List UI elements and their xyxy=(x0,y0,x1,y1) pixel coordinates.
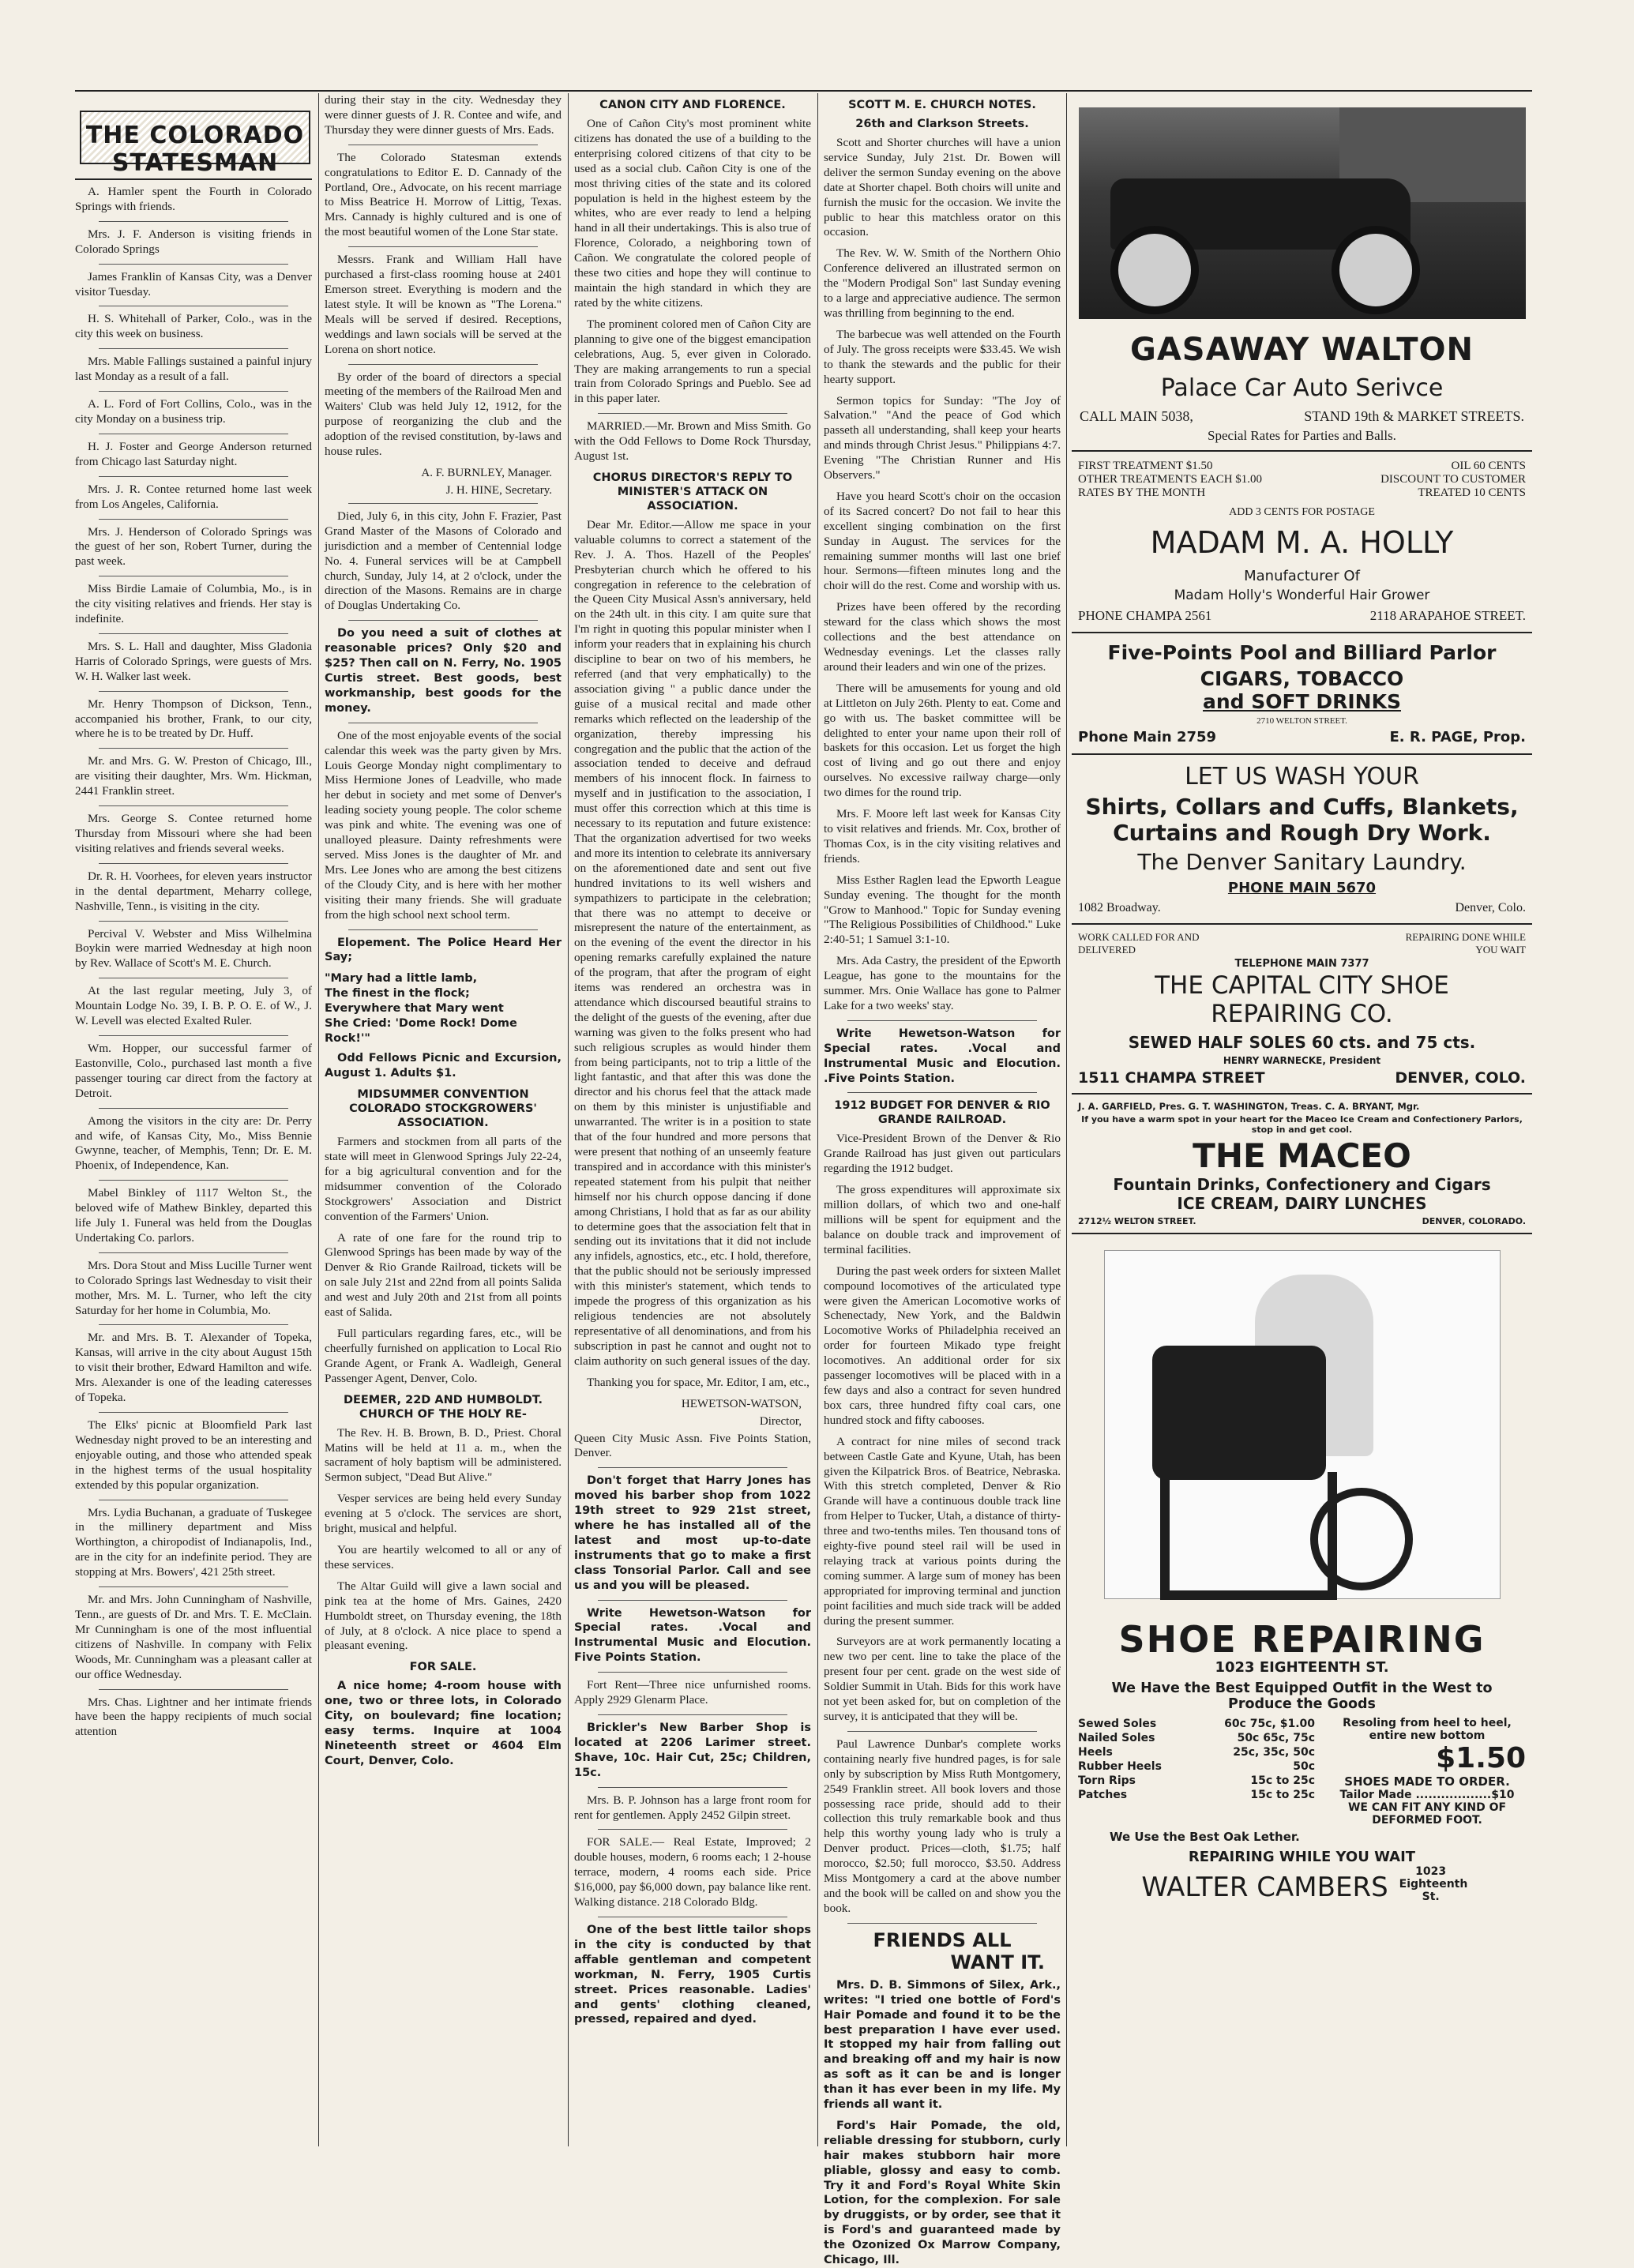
article-text: Queen City Music Assn. Five Points Station, Denver. xyxy=(574,1431,811,1460)
ad-subtitle: Fountain Drinks, Confectionery and Cigars xyxy=(1113,1175,1491,1194)
ad-phone: PHONE CHAMPA 2561 xyxy=(1078,608,1212,623)
price-row xyxy=(1078,1774,1315,1788)
article-text: During the past week orders for sixteen Mallet compound locomotives of the articulated type were given the American Locomotive works of Schenectady, New York, and the Baldwin Locomotive Works of Philadelphia received an order for fourteen Mikado type freight locomotives. An additional order for six passenger locomotives will be placed with in a few days and also a contract for seven hundred box cars, three hundred fifty coal cars, one hundred stock and fifty cabooses. xyxy=(824,1264,1061,1427)
ad-price: $1.50 xyxy=(1436,1742,1526,1774)
ad-price-row xyxy=(1078,460,1526,473)
ad-contact-row xyxy=(1078,1069,1526,1087)
news-item: Miss Birdie Lamaie of Columbia, Mo., is in the city visiting relatives and friends. Her stay is indefinite. xyxy=(75,582,312,626)
article-heading: 1912 BUDGET FOR DENVER & RIO GRANDE RAILROAD. xyxy=(834,1099,1050,1127)
article-text: Prizes have been offered by the recording steward for the class which shows the most collections and the best attendance on Wednesday evenings. Let the classes rally around their leaders and win one of the prizes. xyxy=(824,600,1061,674)
ad-subtitle: Manufacturer Of xyxy=(1244,568,1360,584)
ad-subtitle: Madam Holly's Wonderful Hair Grower xyxy=(1174,588,1430,603)
divider xyxy=(99,863,288,864)
signature: J. H. HINE, Secretary. xyxy=(445,483,552,497)
signature: Director, xyxy=(759,1414,802,1428)
ad-note: WORK CALLED FOR AND xyxy=(1078,931,1200,943)
ad-five-points-pool xyxy=(1072,633,1532,755)
notice-text: Brickler's New Barber Shop is located at 2206 Larimer street. Shave, 10c. Hair Cut, 25c; Children, 15c. xyxy=(574,1722,811,1779)
ad-note: REPAIRING DONE WHILE xyxy=(1405,931,1526,943)
divider xyxy=(348,620,538,621)
article-text: A contract for nine miles of second track between Castle Gate and Kyune, Utah, has been given the Kilpatrick Bros. of Beatrice, Nebraska. With this stretch completed, Denver & Rio Grande will have a continuous double track line from Helper to Tucker, Utah, a distance of thirty-three and two-tenths miles. Ten thousand tons of eighty-five pound steel rail will be used in relaying track at various points during the coming summer. A large sum of money has been appropriated for improving terminal and junction point facilities and much side track will be added during the present summer. xyxy=(824,1434,1061,1628)
news-item: Mrs. J. F. Anderson is visiting friends in Colorado Springs xyxy=(75,227,312,256)
ad-gasaway-walton xyxy=(1072,93,1532,452)
ad-subtitle: We Have the Best Equipped Outfit in the West to Produce the Goods xyxy=(1111,1680,1493,1712)
ad-title: LET US WASH YOUR xyxy=(1185,763,1419,790)
article-text: Thanking you for space, Mr. Editor, I am, etc., xyxy=(587,1375,809,1389)
divider xyxy=(99,1586,288,1587)
poem xyxy=(325,971,562,1046)
advertisement-column xyxy=(1072,93,1532,2146)
ad-subtitle: The Denver Sanitary Laundry. xyxy=(1137,849,1467,875)
divider xyxy=(99,221,288,222)
ad-title: REPAIRING CO. xyxy=(1211,1000,1393,1028)
ad-city: DENVER, COLORADO. xyxy=(1422,1216,1526,1226)
ad-price-block xyxy=(1078,1717,1526,1827)
price-row xyxy=(1078,1745,1315,1759)
article-text: The Rev. W. W. Smith of the Northern Ohio Conference delivered an illustrated sermon on the "Modern Prodigal Son" last Sunday evening to a large and appreciative audience. The sermon was thrilling from beginning to the end. xyxy=(824,246,1061,320)
news-item: Mrs. Mable Fallings sustained a painful injury last Monday as a result of a fall. xyxy=(75,355,312,384)
article-text: Died, July 6, in this city, John F. Frazier, Past Grand Master of the Masons of Colorado and jurisdiction and a member of Centennial lodge No. 4. Funeral services will be at Campbell church, Sunday, July 14, at 2 o'clock, under the direction of the Masons. Remains are in charge of Douglas Undertaking Co. xyxy=(325,509,562,613)
price-value: 15c to 25c xyxy=(1250,1774,1315,1787)
ad-note: Special Rates for Parties and Balls. xyxy=(1208,428,1396,443)
news-item: Mrs. George S. Contee returned home Thursday from Missouri where she had been visiting relatives and friends several weeks. xyxy=(75,812,312,855)
article-heading: CHORUS DIRECTOR'S REPLY TO MINISTER'S ATTACK ON ASSOCIATION. xyxy=(592,471,793,513)
column-rule xyxy=(1066,93,1067,2146)
ad-subtitle: ICE CREAM, DAIRY LUNCHES xyxy=(1177,1194,1427,1213)
article-text: Mrs. B. P. Johnson has a large front room for rent for gentlemen. Apply 2452 Gilpin street. xyxy=(574,1793,811,1822)
article-text: Full particulars regarding fares, etc., will be cheerfully furnished on application to Local Rio Grande Agent, or Frank A. Wadleigh, General Passenger Agent, Denver, Colo. xyxy=(325,1327,562,1385)
ad-address: 1082 Broadway. xyxy=(1078,901,1161,914)
notice-text: Write Hewetson-Watson for Special rates. .Vocal and Instrumental Music and Elocution. Five Points Station. xyxy=(574,1606,811,1665)
article-text: Scott and Shorter churches will have a union service Sunday, July 21st. Dr. Bowen will deliver the sermon Sunday evening on the above date at Shorter chapel. Both choirs will unite and furnish the music for the occasion. We invite the public to hear this matchless orator on this occasion. xyxy=(824,136,1061,239)
news-item: Mr. and Mrs. John Cunningham of Nashville, Tenn., are guests of Dr. and Mrs. T. E. McClain. Mr Cunningham is one of the most influential citizens of Nashville. In company with Felix Woods, Mr. Cunningham was a pleasant caller at our office Wednesday. xyxy=(75,1593,312,1681)
divider xyxy=(598,1829,787,1830)
article-text: Messrs. Frank and William Hall have purchased a first-class rooming house at 2401 Emerson street. Everything is modern and the latest style. It will be known as "The Lorena." Meals will be served if desired. Receptions, weddings and lawn socials will be served at the Lorena on short notice. xyxy=(325,253,562,356)
ad-denver-sanitary-laundry xyxy=(1072,755,1532,925)
column-rule xyxy=(568,93,569,2146)
ad-address: 2710 WELTON STREET. xyxy=(1256,716,1347,726)
divider xyxy=(598,1467,787,1468)
ad-contact-row xyxy=(1078,608,1526,624)
divider xyxy=(99,391,288,392)
ad-price-list xyxy=(1078,1717,1315,1827)
column-4 xyxy=(824,93,1061,2267)
divider xyxy=(847,1020,1037,1021)
article-heading: MIDSUMMER CONVENTION COLORADO STOCKGROWERS' ASSOCIATION. xyxy=(349,1088,537,1130)
divider xyxy=(598,1600,787,1601)
price-row xyxy=(1078,1717,1315,1731)
news-item: At the last regular meeting, July 3, of Mountain Lodge No. 39, I. B. P. O. E. of W., J. W. Levell was elected Exalted Ruler. xyxy=(75,984,312,1028)
article-heading: CANON CITY AND FLORENCE. xyxy=(599,99,786,111)
divider xyxy=(99,921,288,922)
notice-text: Write Hewetson-Watson for Special rates. .Vocal and Instrumental Music and Elocution. .Five Points Station. xyxy=(824,1027,1061,1085)
price-value: 15c to 25c xyxy=(1250,1789,1315,1801)
article-text: Vesper services are being held every Sunday evening at 5 o'clock. The services are short, bright, musical and helpful. xyxy=(325,1492,562,1536)
newspaper-page xyxy=(75,93,1532,2267)
notice-text: Do you need a suit of clothes at reasonable prices? Only $20 and $25? Then call on N. Ferry, No. 1905 Curtis street. Best goods, best workmanship, best goods for the money. xyxy=(325,627,562,715)
divider xyxy=(847,1923,1037,1924)
divider xyxy=(99,633,288,634)
ad-address: 1023 Eighteenth St. xyxy=(1399,1865,1468,1903)
article-text: The Colorado Statesman extends congratulations to Editor E. D. Cannady of the Portland, Ore., Advocate, on his recent marriage to Miss Beatrice H. Morrow of Littig, Texas. Mrs. Cannady is highly cultured and is one of the most beautiful women of the Lone Star state. xyxy=(325,150,562,239)
ad-phone: CALL MAIN 5038, xyxy=(1080,408,1193,424)
article-text: Farmers and stockmen from all parts of the state will meet in Glenwood Springs July 22-24, for a big agricultural convention and for the midsummer convention of the Colorado Stockgrowers' Association and District convention of the Farmers' Union. xyxy=(325,1135,562,1223)
ad-title: GASAWAY WALTON xyxy=(1129,332,1474,368)
news-item: Mrs. Lydia Buchanan, a graduate of Tuskegee in the millinery department and Miss Worthington, a chiropodist of Indianapolis, Ind., are in the city for an indefinite period. They are stopping at Mrs. Bowers', 421 25th street. xyxy=(75,1505,312,1579)
machine-shape xyxy=(1152,1346,1326,1480)
news-item: Mrs. S. L. Hall and daughter, Miss Gladonia Harris of Colorado Springs, were guests of Mrs. W. H. Walker last week. xyxy=(75,639,312,683)
ad-address: 2712½ WELTON STREET. xyxy=(1078,1216,1196,1226)
price-item: Sewed Soles xyxy=(1078,1718,1157,1730)
news-item: Mr. and Mrs. B. T. Alexander of Topeka, Kansas, will arrive in the city about August 15th to visit their brother, Edward Hamilton and wife. Mrs. Alexander is one of the leading cateresses of Topeka. xyxy=(75,1331,312,1405)
divider xyxy=(598,1787,787,1788)
ad-phone: Phone Main 2759 xyxy=(1078,729,1217,745)
automobile-photo xyxy=(1079,107,1526,319)
price-row xyxy=(1078,1788,1315,1802)
article-text: Fort Rent—Three nice unfurnished rooms. Apply 2929 Glenarm Place. xyxy=(574,1678,811,1707)
price-value: 60c 75c, $1.00 xyxy=(1224,1718,1315,1730)
local-news-list xyxy=(75,185,312,1740)
news-item: Mabel Binkley of 1117 Welton St., the beloved wife of Mathew Binkley, departed this life July 1. Funeral was held from the Douglas Undertaking Co. parlors. xyxy=(75,1186,312,1245)
divider xyxy=(99,519,288,520)
masthead xyxy=(75,93,312,180)
ad-subtitle: and SOFT DRINKS xyxy=(1203,690,1401,713)
ad-note: If you have a warm spot in your heart for the Maceo Ice Cream and Confectionery Parlors, stop in and get cool. xyxy=(1081,1114,1523,1135)
divider xyxy=(99,691,288,692)
divider xyxy=(847,1731,1037,1732)
poem-line: The finest in the flock; xyxy=(325,987,470,1001)
ad-heading: FRIENDS ALL xyxy=(873,1928,1012,1951)
ad-phone: TELEPHONE MAIN 7377 xyxy=(1234,958,1369,970)
ad-shoe-repairing xyxy=(1072,1234,1532,1903)
notice-text: Don't forget that Harry Jones has moved his barber shop from 1022 19th street to 929 21st street, where he has installed all of the latest and most up-to-date instruments that go to make a first class Tonsorial Parlor. Call and see us and you will be pleased. xyxy=(574,1474,811,1592)
ad-address: 1511 CHAMPA STREET xyxy=(1078,1069,1265,1087)
masthead-title: THE COLORADO STATESMAN xyxy=(85,122,305,177)
ad-note: Resoling from heel to heel, entire new bottom xyxy=(1343,1717,1512,1742)
ad-note-row xyxy=(1078,944,1526,956)
ad-owner: WALTER CAMBERS xyxy=(1141,1872,1388,1903)
wheel-shape xyxy=(1110,226,1199,314)
divider xyxy=(99,1412,288,1413)
news-item: Mrs. J. Henderson of Colorado Springs was the guest of her son, Robert Turner, during the past week. xyxy=(75,524,312,569)
article-text: Mrs. Ada Castry, the president of the Epworth League, has gone to the mountains for the summer. Mrs. Onie Wallace has gone to Palmer Lake for a two weeks' stay. xyxy=(824,954,1061,1012)
ad-subtitle: CIGARS, TOBACCO xyxy=(1200,667,1404,690)
article-text: Miss Esther Raglen lead the Epworth League Sunday evening. The thought for the month "Grow to Manhood." Topic for Sunday evening "The Religious Possibilities of Childhood." Luke 2:40-51; 1 Samuel 3:1-10. xyxy=(824,873,1061,947)
ad-note: ADD 3 CENTS FOR POSTAGE xyxy=(1229,506,1375,518)
signature: A. F. BURNLEY, Manager. xyxy=(421,466,552,479)
ad-price: Tailor Made ..................$10 xyxy=(1339,1789,1515,1801)
divider xyxy=(348,246,538,247)
article-text: Paul Lawrence Dunbar's complete works containing nearly five hundred pages, is for sale only by subscription by Miss Ruth Montgomery, 2549 Franklin street. All book lovers and those possessing race pride, should add to their collection this truly remarkable book and thus help this worthy young lady who is truly a Denver product. Prices—cloth, $1.75; half morocco, $2.50; full morocco, $3.50. Address Miss Montgomery a card at the above number and the book will be called on and show you the book. xyxy=(824,1737,1061,1915)
signature: HEWETSON-WATSON, xyxy=(681,1397,802,1410)
divider xyxy=(99,1108,288,1109)
divider xyxy=(598,1714,787,1715)
ad-contact-row xyxy=(1078,1216,1526,1226)
ad-price-row xyxy=(1078,486,1526,500)
article-heading: FOR SALE. xyxy=(409,1661,477,1674)
ad-price-side xyxy=(1328,1717,1526,1827)
ad-address: 1023 EIGHTEENTH ST. xyxy=(1215,1659,1389,1676)
divider xyxy=(99,1035,288,1036)
notice-text: One of the best little tailor shops in the city is conducted by that affable gentleman and competent workman, N. Ferry, 1905 Curtis street. Prices reasonable. Ladies' and gents' clothing cleaned, pressed, repaired and dyed. xyxy=(574,1923,811,2026)
column-rule xyxy=(817,93,818,2146)
shoe-machine-photo xyxy=(1104,1250,1501,1599)
divider xyxy=(99,1180,288,1181)
article-text: Sermon topics for Sunday: "The Joy of Salvation." "And the peace of God which passeth all understanding, shall keep your hearts and minds through Christ Jesus." Philippians 4:7. Evening "The Christian Runner and His Observers." xyxy=(824,393,1061,483)
news-item: Percival V. Webster and Miss Wilhelmina Boykin were married Wednesday at high noon by Rev. Wallace of Scott's M. E. Church. xyxy=(75,926,312,971)
wheel-shape xyxy=(1332,226,1420,314)
ad-text: Mrs. D. B. Simmons of Silex, Ark., writes: "I tried one bottle of Ford's Hair Pomade and found it to be the best preparation I have ever used. It stopped my hair from falling out and breaking off and my hair is now as soft as it can be and is longer than it has ever been in my life. My friends all want it. xyxy=(824,1978,1061,2112)
news-item: Wm. Hopper, our successful farmer of Eastonville, Colo., purchased last month a five passenger touring car direct from the factory at Detroit. xyxy=(75,1041,312,1100)
divider xyxy=(99,1252,288,1253)
news-item: H. S. Whitehall of Parker, Colo., was in the city this week on business. xyxy=(75,312,312,341)
article-text: The prominent colored men of Cañon City are planning to give one of the biggest emancipation celebrations, Aug. 5, ever given in Colorado. They are making arrangements to run a special train from Colorado Springs and Pueblo. See ad in this paper later. xyxy=(574,317,811,406)
divider xyxy=(348,929,538,930)
masthead-logo xyxy=(80,111,310,177)
ad-owner: HENRY WARNECKE, President xyxy=(1223,1055,1381,1066)
ad-owner: E. R. PAGE, Prop. xyxy=(1389,729,1526,745)
ad-city: DENVER, COLO. xyxy=(1395,1069,1526,1087)
ad-note: WE CAN FIT ANY KIND OF DEFORMED FOOT. xyxy=(1347,1801,1507,1827)
article-text: Mrs. F. Moore left last week for Kansas City to visit relatives and friends. Mr. Cox, brother of Thomas Cox, is in the city visiting relatives and friends. xyxy=(824,807,1061,866)
ad-contact-row xyxy=(1078,901,1526,915)
ad-price: TREATED 10 CENTS xyxy=(1418,486,1526,499)
ad-address: STAND 19th & MARKET STREETS. xyxy=(1304,408,1524,424)
price-item: Patches xyxy=(1078,1789,1128,1801)
article-text: MARRIED.—Mr. Brown and Miss Smith. Go with the Odd Fellows to Dome Rock Thursday, August 1st. xyxy=(574,419,811,464)
ad-title: SHOE REPAIRING xyxy=(1118,1618,1486,1661)
ad-owner-row xyxy=(1078,1865,1526,1903)
notice-heading: Elopement. The Police Heard Her Say; xyxy=(325,936,562,964)
news-item: Mrs. Dora Stout and Miss Lucille Turner went to Colorado Springs last Wednesday to visit their mother, Mrs. M. L. Turner, who left the city Saturday for her home in Columbia, Mo. xyxy=(75,1258,312,1317)
divider xyxy=(99,476,288,477)
ad-price: OIL 60 CENTS xyxy=(1451,460,1526,472)
ad-officers: J. A. GARFIELD, Pres. G. T. WASHINGTON, Treas. C. A. BRYANT, Mgr. xyxy=(1078,1101,1420,1112)
poem-line: "Mary had a little lamb, xyxy=(325,972,478,986)
article-text: There will be amusements for young and old at Littleton on July 26th. Plenty to eat. Come and go with us. The basket committee will be delighted to enter your name upon their roll of baskets for this occasion. Let us forget the high cost of living and go out there and enjoy ourselves. No excessive railway charge—only two dimes for the round trip. xyxy=(824,681,1061,800)
news-item: Mr. Henry Thompson of Dickson, Tenn., accompanied his brother, Frank, to our city, where he is to be treated by Dr. Huff. xyxy=(75,697,312,741)
divider xyxy=(598,1672,787,1673)
ad-note: REPAIRING WHILE YOU WAIT xyxy=(1188,1849,1416,1865)
news-item: A. Hamler spent the Fourth in Colorado Springs with friends. xyxy=(75,185,312,213)
ad-title: THE CAPITAL CITY SHOE xyxy=(1155,971,1449,1000)
news-item: H. J. Foster and George Anderson returned from Chicago last Saturday night. xyxy=(75,439,312,468)
ad-city: Denver, Colo. xyxy=(1455,901,1526,914)
price-item: Nailed Soles xyxy=(1078,1732,1155,1744)
news-item: Mrs. J. R. Contee returned home last week from Los Angeles, California. xyxy=(75,482,312,511)
ad-text: Ford's Hair Pomade, the old, reliable dressing for stubborn, curly hair makes stubborn hair more pliable, glossy and easy to comb. Try it and Ford's Royal White Skin Lotion, for the complexion. For sale by druggists, or by order, see that it is Ford's and guaranteed made by the Ozonized Ox Marrow Company, Chicago, Ill. xyxy=(824,2119,1061,2267)
ad-price: SEWED HALF SOLES 60 cts. and 75 cts. xyxy=(1128,1033,1476,1052)
poem-line: Rock!'" xyxy=(325,1032,370,1046)
divider xyxy=(847,1092,1037,1093)
top-rule xyxy=(75,90,1532,92)
divider xyxy=(348,503,538,504)
price-value: 50c 65c, 75c xyxy=(1237,1732,1315,1744)
news-item: Dr. R. H. Voorhees, for eleven years instructor in the dental department, Meharry college, Nashville, Tenn., is visiting in the city. xyxy=(75,869,312,913)
price-row xyxy=(1078,1731,1315,1745)
divider xyxy=(99,1324,288,1325)
article-heading: DEEMER, 22D AND HUMBOLDT. CHURCH OF THE HOLY RE- xyxy=(343,1393,543,1421)
article-text: One of Cañon City's most prominent white citizens has donated the use of a building to the enterprising colored citizens of that city to be used as a social club. Cañon City is one of the most thriving cities of the state and its colored population is held in the highest esteem by the whites, who are ever ready to lend a helping hand in all their undertakings. This is also true of Florence, Colorado, a neighboring town of Cañon. We congratulate the colored people of these two cities and hope they will continue to maintain the high standard in which they are rated by the white citizens. xyxy=(574,117,811,310)
ad-note: We Use the Best Oak Lether. xyxy=(1110,1830,1300,1844)
ad-address: 2118 ARAPAHOE STREET. xyxy=(1369,608,1526,623)
article-text: One of the most enjoyable events of the social calendar this week was the party given by Mrs. Louis George Monday night complimentary to Miss Hermione Jones of Leadville, who made her debut in society and met some of Denver's leading society young people. The color scheme was pink and white. The evening was one of unalloyed pleasure. Dainty refreshments were served. Miss Jones is the daughter of Mr. and Mrs. Lee Jones who are among the best citizens of the Cloudy City, and is here with her mother visiting their many friends. She will graduate from the high school next school term. xyxy=(325,728,562,922)
ad-the-maceo xyxy=(1072,1095,1532,1234)
article-text: The Altar Guild will give a lawn social and pink tea at the home of Mrs. Gaines, 2420 Humboldt street, on Thursday evening, the 18th of July, at 8 o'clock. A nice place to spend a pleasant evening. xyxy=(325,1579,562,1653)
article-subheading: 26th and Clarkson Streets. xyxy=(855,118,1029,130)
ad-capital-city-shoe xyxy=(1072,925,1532,1095)
price-item: Rubber Heels xyxy=(1078,1760,1162,1773)
divider xyxy=(598,413,787,414)
divider xyxy=(99,348,288,349)
news-item: The Elks' picnic at Bloomfield Park last Wednesday night proved to be an interesting and enjoyable outing, and those who attended speak in the highest terms of the usual hospitality extended by this popular organization. xyxy=(75,1418,312,1492)
article-text: A rate of one fare for the round trip to Glenwood Springs has been made by way of the Denver & Rio Grande Railroad, tickets will be on sale July 21st and 22nd from all points Salida and west and July 20th and 21st from all points east of Salida. xyxy=(325,1230,562,1320)
column-3 xyxy=(574,93,811,2146)
price-value: 50c xyxy=(1293,1760,1315,1773)
divider xyxy=(99,264,288,265)
ad-note: DELIVERED xyxy=(1078,944,1136,956)
ad-note: YOU WAIT xyxy=(1475,944,1526,956)
ad-contact-row xyxy=(1076,408,1527,425)
article-text: during their stay in the city. Wednesday they were dinner guests of J. R. Contee and wife, and Thursday they were dinner guests of Mrs. Eads. xyxy=(325,93,562,137)
article-text: By order of the board of directors a special meeting of the members of the Railroad Men and Waiters' Club was held July 12, 1912, for the purpose of reorganizing the club and the adoption of the revised constitution, by-laws and house rules. xyxy=(325,370,562,459)
ad-phone: PHONE MAIN 5670 xyxy=(1227,880,1377,896)
price-item: Heels xyxy=(1078,1746,1113,1759)
article-text: FOR SALE.— Real Estate, Improved; 2 double houses, modern, 6 rooms each; 1 2-house terrace, modern, 4 rooms each side. Price $16,000, pay $6,000 down, pay balance like rent. Walking distance. 218 Colorado Bldg. xyxy=(574,1835,811,1909)
article-text: Vice-President Brown of the Denver & Rio Grande Railroad has just given out particulars regarding the 1912 budget. xyxy=(824,1132,1061,1176)
ad-subtitle: Shirts, Collars and Cuffs, Blankets, xyxy=(1085,794,1519,820)
divider xyxy=(348,364,538,365)
notice-text: A nice home; 4-room house with one, two or three lots, in Colorado City, on boulevard; fine location; easy terms. Inquire at 1004 Nineteenth street or 4604 Elm Court, Denver, Colo. xyxy=(325,1680,562,1767)
article-text: The gross expenditures will approximate six million dollars, of which two and one-half millions will be spent for equipment and the balance on double track and improvement of terminal facilities. xyxy=(824,1183,1061,1256)
column-2 xyxy=(325,93,562,2146)
article-text: The barbecue was well attended on the Fourth of July. The gross receipts were $33.45. We wish to thank the stewards and the public for their hearty support. xyxy=(824,327,1061,386)
article-text: The Rev. H. B. Brown, B. D., Priest. Choral Matins will be held at 11 a. m., when the sacrament of holy baptism will be administered. Sermon subject, "Dead But Alive." xyxy=(325,1425,562,1485)
ad-price: FIRST TREATMENT $1.50 xyxy=(1078,460,1213,472)
poem-line: Everywhere that Mary went xyxy=(325,1002,504,1016)
ad-title: THE MACEO xyxy=(1193,1136,1411,1175)
ad-price: RATES BY THE MONTH xyxy=(1078,486,1206,499)
ad-price: OTHER TREATMENTS EACH $1.00 xyxy=(1078,473,1263,486)
ad-heading: WANT IT. xyxy=(950,1951,1045,1973)
ad-title: Five-Points Pool and Billiard Parlor xyxy=(1107,641,1497,664)
ad-title: MADAM M. A. HOLLY xyxy=(1150,525,1454,560)
column-rule xyxy=(318,93,319,2146)
divider xyxy=(99,1689,288,1690)
price-row xyxy=(1078,1759,1315,1774)
news-item: Mrs. Chas. Lightner and her intimate friends have been the happy recipients of much social attention xyxy=(75,1695,312,1739)
ad-price: DISCOUNT TO CUSTOMER xyxy=(1380,473,1526,486)
article-text: You are heartily welcomed to all or any of these services. xyxy=(325,1542,562,1571)
ad-subtitle: Palace Car Auto Serivce xyxy=(1160,374,1444,402)
news-item: Mr. and Mrs. G. W. Preston of Chicago, Ill., are visiting their daughter, Mrs. Wm. Hickman, 2441 Franklin street. xyxy=(75,754,312,798)
ad-subtitle: Curtains and Rough Dry Work. xyxy=(1113,820,1491,846)
column-1 xyxy=(75,93,312,2146)
article-text: Surveyors are at work permanently locating a new two per cent. line to take the place of the present four per cent. grade on the west side of Soldier Summit in Utah. Bids for this work have not yet been asked for, but on completion of the survey, it is anticipated that they will be. xyxy=(824,1635,1061,1723)
ad-contact-row xyxy=(1078,729,1526,745)
price-value: 25c, 35c, 50c xyxy=(1233,1746,1315,1759)
ad-note-row xyxy=(1078,931,1526,944)
divider xyxy=(99,748,288,749)
divider xyxy=(99,805,288,806)
ad-note: SHOES MADE TO ORDER. xyxy=(1344,1774,1510,1789)
poem-line: She Cried: 'Dome Rock! Dome xyxy=(325,1017,517,1031)
notice-text: Odd Fellows Picnic and Excursion, August 1. Adults $1. xyxy=(325,1052,562,1080)
ad-price-row xyxy=(1078,473,1526,486)
news-item: A. L. Ford of Fort Collins, Colo., was in the city Monday on a business trip. xyxy=(75,397,312,426)
article-text: Have you heard Scott's choir on the occasion of its Sacred concert? Do not fail to hear this excellent singing combination on the first Sunday in August. The services for the remaining summer months will last one brief hour. Sermons—fifteen minutes long and the choir will do the rest. Come and worship with us. xyxy=(824,489,1061,593)
news-item: James Franklin of Kansas City, was a Denver visitor Tuesday. xyxy=(75,269,312,299)
article-text: Dear Mr. Editor.—Allow me space in your valuable columns to correct a statement of the Rev. J. A. Thos. Hazell of the Peoples' Presbyterian church which he offered to his congregation in reference to the celebration of the Queen City Musical Assn's anniversary, held on the 24th ult. in this city. I am quite sure that I'm right in quoting this popular minister when I inform your readers that in explaining his church discipline to bear on two of his members, he referred (and that very emphatically) to the association giving " a public dance under the guise of a musical recital and made other remarks which reflected on the leadership of the organization, thereby impressing his congregation and the public that the action of the association tended to deceive and defraud members of his innocent flock. In fairness to myself and in justification to the association, I must offer this correction which at this time is necessary to its reputation and future existence: That the organization advertised for two weeks and more its intention to celebrate its anniversary on the aforementioned date and sent out five hundred invitations to its well wishers and sympathizers to participate in the celebration; that there was no attempt to deceive or misrepresent the nature of the entertainment, as on the evening of the event the director in his opening remarks carefully explained the nature of the program, that after the program of eight items was rendered an orchestra was in attendance which discoursed beautiful strains to the delight of the guests of the evening, after due warning was given to the folks present who had such religious scruples as would hinder them from being participants, not to trip a little of the light fantastic, and that after this was done the director and his chorus feel that the attack made on them by this minister is unjustifiable and unwarranted. The writer is in a position to state that of the four hundred and more persons that were present that nothing of an unseemly feature transpired and in accordance with this minister's repeated statement from his pulpit that neither himself nor his church oppose dancing if done among Christians, I hold that as far as our ability to determine goes that the association felt that in sending out its invitations that it did not include any infidels, agnostics, etc., etc. I hold, therefore, that the public should not be seriously impressed with this minister's statement, which tends to impede the progress of this organization as his religious tendencies are not absolutely representative of all denominations, and from his subscription in past he cannot and ought not to claim authority on such general issues of the day. xyxy=(574,517,811,1368)
ad-madam-holly xyxy=(1072,452,1532,633)
price-item: Torn Rips xyxy=(1078,1774,1136,1787)
article-heading: SCOTT M. E. CHURCH NOTES. xyxy=(848,99,1036,111)
news-item: Among the visitors in the city are: Dr. Perry and wife, of Kansas City, Mo., Miss Bennie Gwynne, teacher, of Memphis, Tenn; Dr. E. M. Phoenix, of Independence, Kan. xyxy=(75,1113,312,1173)
flywheel-shape xyxy=(1310,1488,1413,1590)
